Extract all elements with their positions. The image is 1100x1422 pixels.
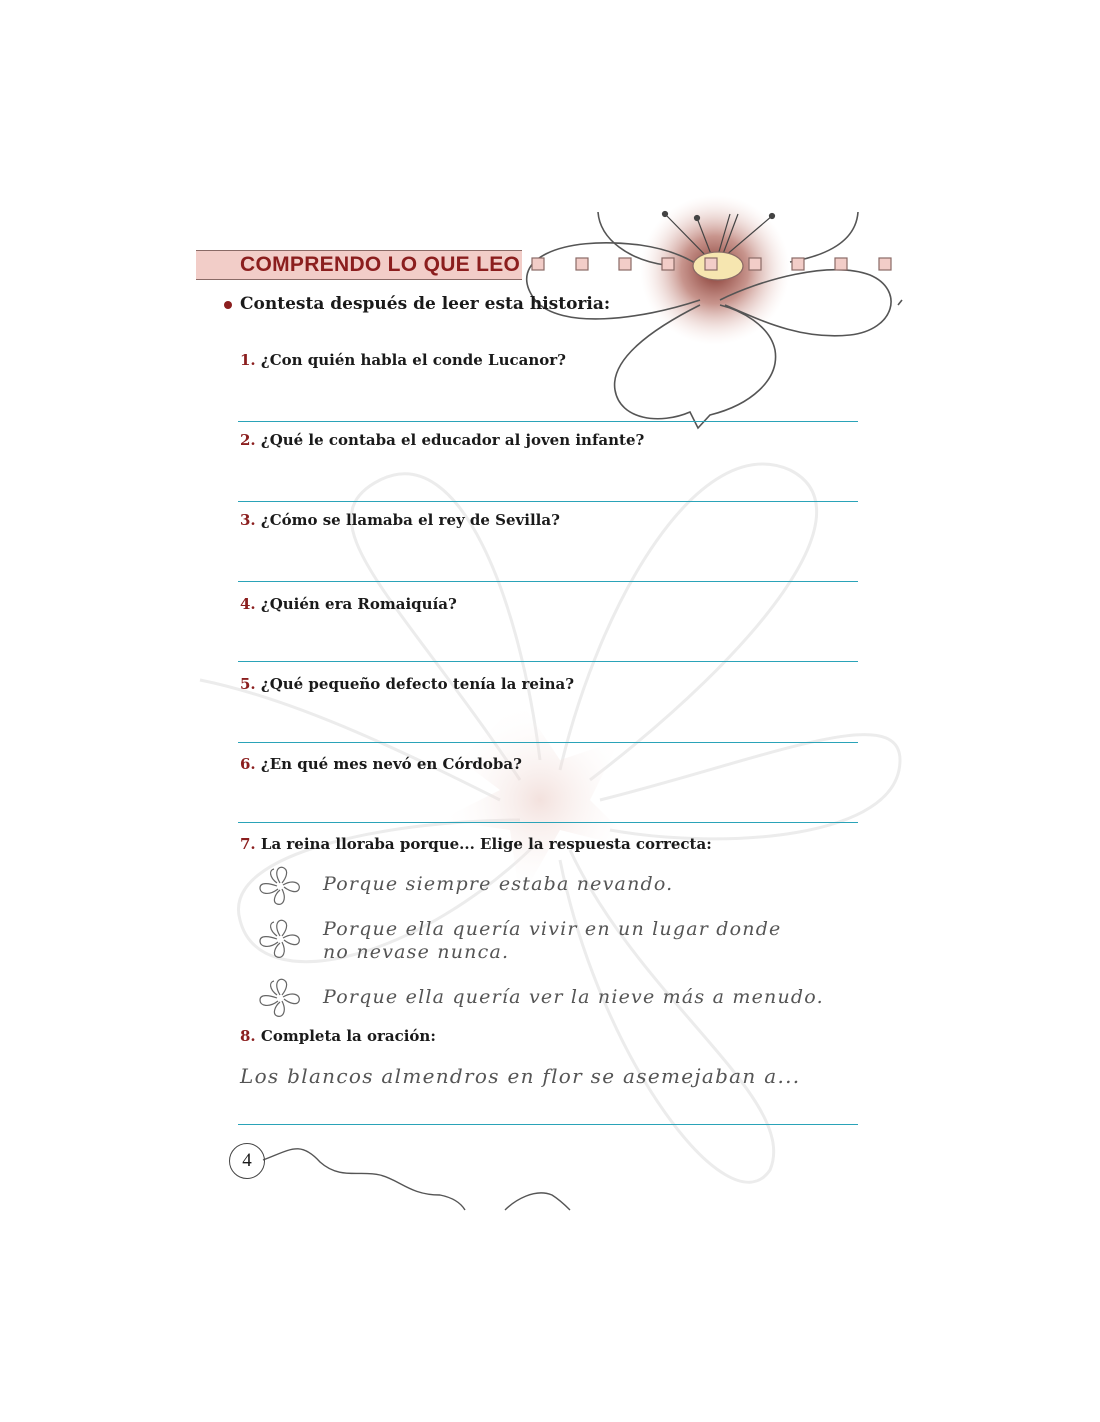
question-text: ¿En qué mes nevó en Córdoba? (260, 755, 522, 773)
answer-line-5[interactable] (238, 742, 858, 743)
question-text: Completa la oración: (260, 1027, 436, 1045)
sentence-prompt: Los blancos almendros en flor se asemejaban a... (240, 1064, 801, 1088)
flower-checkbox-icon[interactable] (255, 975, 305, 1021)
bullet-dot (224, 301, 232, 309)
section-title: COMPRENDO LO QUE LEO (240, 253, 521, 276)
question-number: 5. (240, 675, 256, 693)
question-number: 7. (240, 835, 256, 853)
option-3-text: Porque ella quería ver la nieve más a menudo. (323, 986, 824, 1008)
instruction-text: Contesta después de leer esta historia: (240, 294, 611, 314)
question-text: La reina lloraba porque... Elige la respuesta correcta: (260, 835, 712, 853)
question-3 (240, 510, 560, 530)
question-6 (240, 754, 522, 774)
question-number: 8. (240, 1027, 256, 1045)
question-text: ¿Qué pequeño defecto tenía la reina? (260, 675, 575, 693)
question-text: ¿Con quién habla el conde Lucanor? (260, 351, 566, 369)
question-text: ¿Cómo se llamaba el rey de Sevilla? (260, 511, 560, 529)
question-number: 2. (240, 431, 256, 449)
answer-line-6[interactable] (238, 822, 858, 823)
cord-line-2 (505, 1193, 570, 1210)
option-2-text-line1: Porque ella quería vivir en un lugar donde (323, 918, 782, 940)
question-text: ¿Quién era Romaiquía? (260, 595, 457, 613)
answer-line-3[interactable] (238, 581, 858, 582)
flower-pistil (693, 252, 743, 280)
question-5 (240, 674, 574, 694)
question-number: 3. (240, 511, 256, 529)
header-squares (532, 258, 891, 270)
watermark-star (440, 700, 640, 900)
answer-line-1[interactable] (238, 421, 858, 422)
question-7 (240, 834, 712, 854)
answer-line-2[interactable] (238, 501, 858, 502)
question-text: ¿Qué le contaba el educador al joven infante? (260, 431, 645, 449)
answer-line-4[interactable] (238, 661, 858, 662)
page-number: 4 (229, 1143, 265, 1179)
question-number: 1. (240, 351, 256, 369)
option-2-text-line2: no nevase nunca. (323, 941, 510, 963)
flower-checkbox-icon[interactable] (255, 916, 305, 962)
question-1 (240, 350, 566, 370)
question-8 (240, 1026, 436, 1046)
question-2 (240, 430, 644, 450)
option-1-text: Porque siempre estaba nevando. (323, 873, 674, 895)
answer-line-8[interactable] (238, 1124, 858, 1125)
question-number: 4. (240, 595, 256, 613)
question-4 (240, 594, 457, 614)
cord-line (263, 1149, 465, 1210)
question-number: 6. (240, 755, 256, 773)
flower-checkbox-icon[interactable] (255, 863, 305, 909)
